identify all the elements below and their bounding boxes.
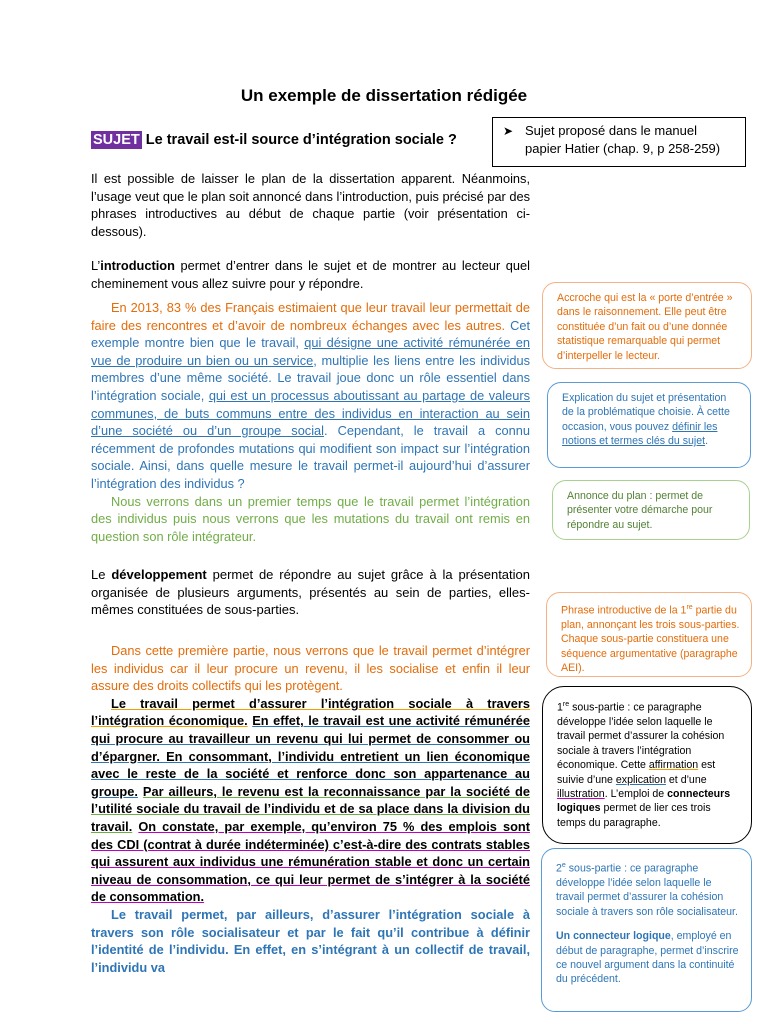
note-explication: [547, 382, 751, 468]
subpart-1-paragraph: [91, 695, 530, 906]
bold-term: introduction: [100, 258, 175, 274]
text-run: , multiplie les liens entre les individus membres d’une même société. Le travail joue donc un rôle essentiel dans l’intégration sociale,: [91, 352, 530, 403]
text-run: permet de répondre au sujet grâce à la présentation organisée de plusieurs arguments, présentés au sein de parties, elles-mêmes constituées de sous-parties.: [91, 567, 530, 618]
text-run: sous-partie : ce paragraphe développe l’idée selon laquelle le travail permet d’assurer la cohésion sociale à travers son rôle socialisateur.: [556, 862, 738, 918]
text-run: Phrase introductive de la 1: [561, 604, 687, 617]
note-annonce: Annonce du plan : permet de présenter votre démarche pour répondre au sujet.: [552, 480, 750, 540]
reference-box: [492, 117, 746, 167]
text-run: sous-partie : ce paragraphe développe l’idée selon laquelle le travail permet d’assurer la cohésion sociale à travers l’intégration économique. Cette: [557, 701, 725, 772]
text-run: Explication du sujet et présentation de la problématique choisie. À cette occasion, vous pouvez: [562, 392, 730, 433]
sujet-question: Le travail est-il source d’intégration sociale ?: [141, 132, 457, 148]
reference-line-2: papier Hatier (chap. 9, p 258-259): [525, 141, 721, 156]
sujet-tag: SUJET: [93, 132, 140, 148]
connecteurs-term: connecteurs logiques: [557, 787, 731, 815]
text-run: , employé en début de paragraphe, permet d’inscrire ce nouvel argument dans la continuité du précédent.: [556, 930, 739, 986]
superscript: e: [561, 862, 566, 869]
text-run: Cet exemple montre bien que le travail,: [91, 317, 530, 351]
text-run: 1: [557, 701, 563, 714]
illustration-text: On constate, par exemple, qu’environ 75 % des emplois sont des CDI (contrat à durée indéterminée) c’est-à-dire des contrats stables qui assurent aux individus une rémunération stable et donc un certain niveau de consommation, ce qui leur permet de s’intégrer à la société de consommation.: [91, 818, 530, 905]
text-run: et d’une: [665, 773, 707, 786]
introduction-block: [91, 299, 530, 545]
development-block: [91, 642, 530, 976]
development-explanation: [91, 566, 530, 619]
definition-integration: qui est un processus aboutissant au partage de valeurs communes, de buts communs entre des individus en interaction au sein d’une société ou d’un groupe social: [91, 387, 530, 439]
intro-explanation: [91, 170, 530, 293]
note-phrase-introductive: [546, 592, 752, 677]
note-sous-partie-2: [541, 848, 752, 1012]
intro-explanation-p2: [91, 257, 530, 292]
text-run: est suivie d’une: [557, 759, 716, 786]
sujet-line: [91, 132, 457, 148]
explication-term: explication: [615, 773, 666, 786]
text-run: partie du plan, annonçant les trois sous-parties. Chaque sous-partie constituera une séquence argumentative (paragraphe AEI).: [561, 604, 740, 675]
subpart-2-paragraph: Le travail permet, par ailleurs, d’assurer l’intégration sociale à travers son rôle socialisateur et par le fait qu’il contribue à définir l’identité de l’individu. En effet, en s’intégrant à un collectif de travail, l’individu va: [91, 906, 530, 975]
introduction-paragraph: [91, 299, 530, 493]
explication-text-2: Par ailleurs, le revenu est la reconnaissance par la société de l’utilité sociale du travail de l’individu et de sa place dans la division du travail.: [91, 783, 530, 834]
plan-announcement: Nous verrons dans un premier temps que le travail permet l’intégration des individus puis nous verrons que les mutations du travail ont remis en question son rôle intégrateur.: [91, 493, 530, 544]
explication-text: En effet, le travail est une activité rémunérée qui procure au travailleur un revenu qui lui permet de consommer ou d’épargner. En consommant, l’individu entretient un lien économique avec le reste de la société et renforce donc son appartenance au groupe.: [91, 713, 530, 799]
page-title: Un exemple de dissertation rédigée: [240, 86, 528, 105]
accroche-text: En 2013, 83 % des Français estimaient que leur travail leur permettait de faire des rencontres et d’avoir de nombreux échanges avec les autres.: [91, 300, 530, 333]
note-sp2-part2: [556, 929, 741, 987]
note-accroche: Accroche qui est la « porte d’entrée » dans le raisonnement. Elle peut être constituée d’un fait ou d’une donnée statistique remarquable qui permet d’interpeller le lecteur.: [542, 282, 752, 369]
text-run: permet d’entrer dans le sujet et de montrer au lecteur quel cheminement vous allez suivre pour y répondre.: [91, 258, 530, 291]
bold-term: Un connecteur logique: [556, 930, 671, 943]
affirmation-term: affirmation: [648, 759, 699, 772]
affirmation-text: Le travail permet d’assurer l’intégration sociale à travers l’intégration économique.: [91, 695, 530, 729]
intro-explanation-p1: Il est possible de laisser le plan de la dissertation apparent. Néanmoins, l’usage veut que le plan soit annoncé dans l’introduction, puis précisé par des phrases introductives au début de chaque partie (voir présentation ci-dessous).: [91, 171, 530, 239]
text-run: 2: [556, 862, 562, 875]
text-run: .: [705, 435, 709, 448]
text-run: Le: [91, 567, 112, 582]
text-run: L’: [91, 258, 101, 274]
illustration-term: illustration: [557, 787, 605, 800]
text-run: . Cependant, le travail a connu récemment de profondes mutations qui modifient son impact sur l’intégration sociale. Ainsi, dans quelle mesure le travail permet-il aujourd’hui d’assurer l’intégration des individus ?: [91, 423, 530, 491]
note-sp2-part1: [556, 859, 741, 919]
definition-travail: qui désigne une activité rémunérée en vue de produire un bien ou un service: [91, 335, 530, 368]
superscript: re: [562, 701, 570, 708]
superscript: re: [686, 604, 693, 611]
part-intro-phrase: Dans cette première partie, nous verrons que le travail permet d’intégrer les individus car il leur procure un revenu, il les socialise et enfin il leur assure des droits collectifs qui les protègent.: [91, 643, 530, 694]
explication-text: [91, 318, 530, 491]
arrow-bullet-icon: ➤: [503, 124, 514, 138]
bold-term: développement: [111, 567, 207, 582]
note-sous-partie-1: [542, 686, 752, 844]
reference-line-1: Sujet proposé dans le manuel: [525, 123, 698, 138]
text-run: permet de lier ces trois temps du paragraphe.: [557, 802, 711, 829]
text-run: . L’emploi de: [604, 787, 668, 800]
underlined-term: définir les notions et termes clés du sujet: [562, 420, 718, 448]
